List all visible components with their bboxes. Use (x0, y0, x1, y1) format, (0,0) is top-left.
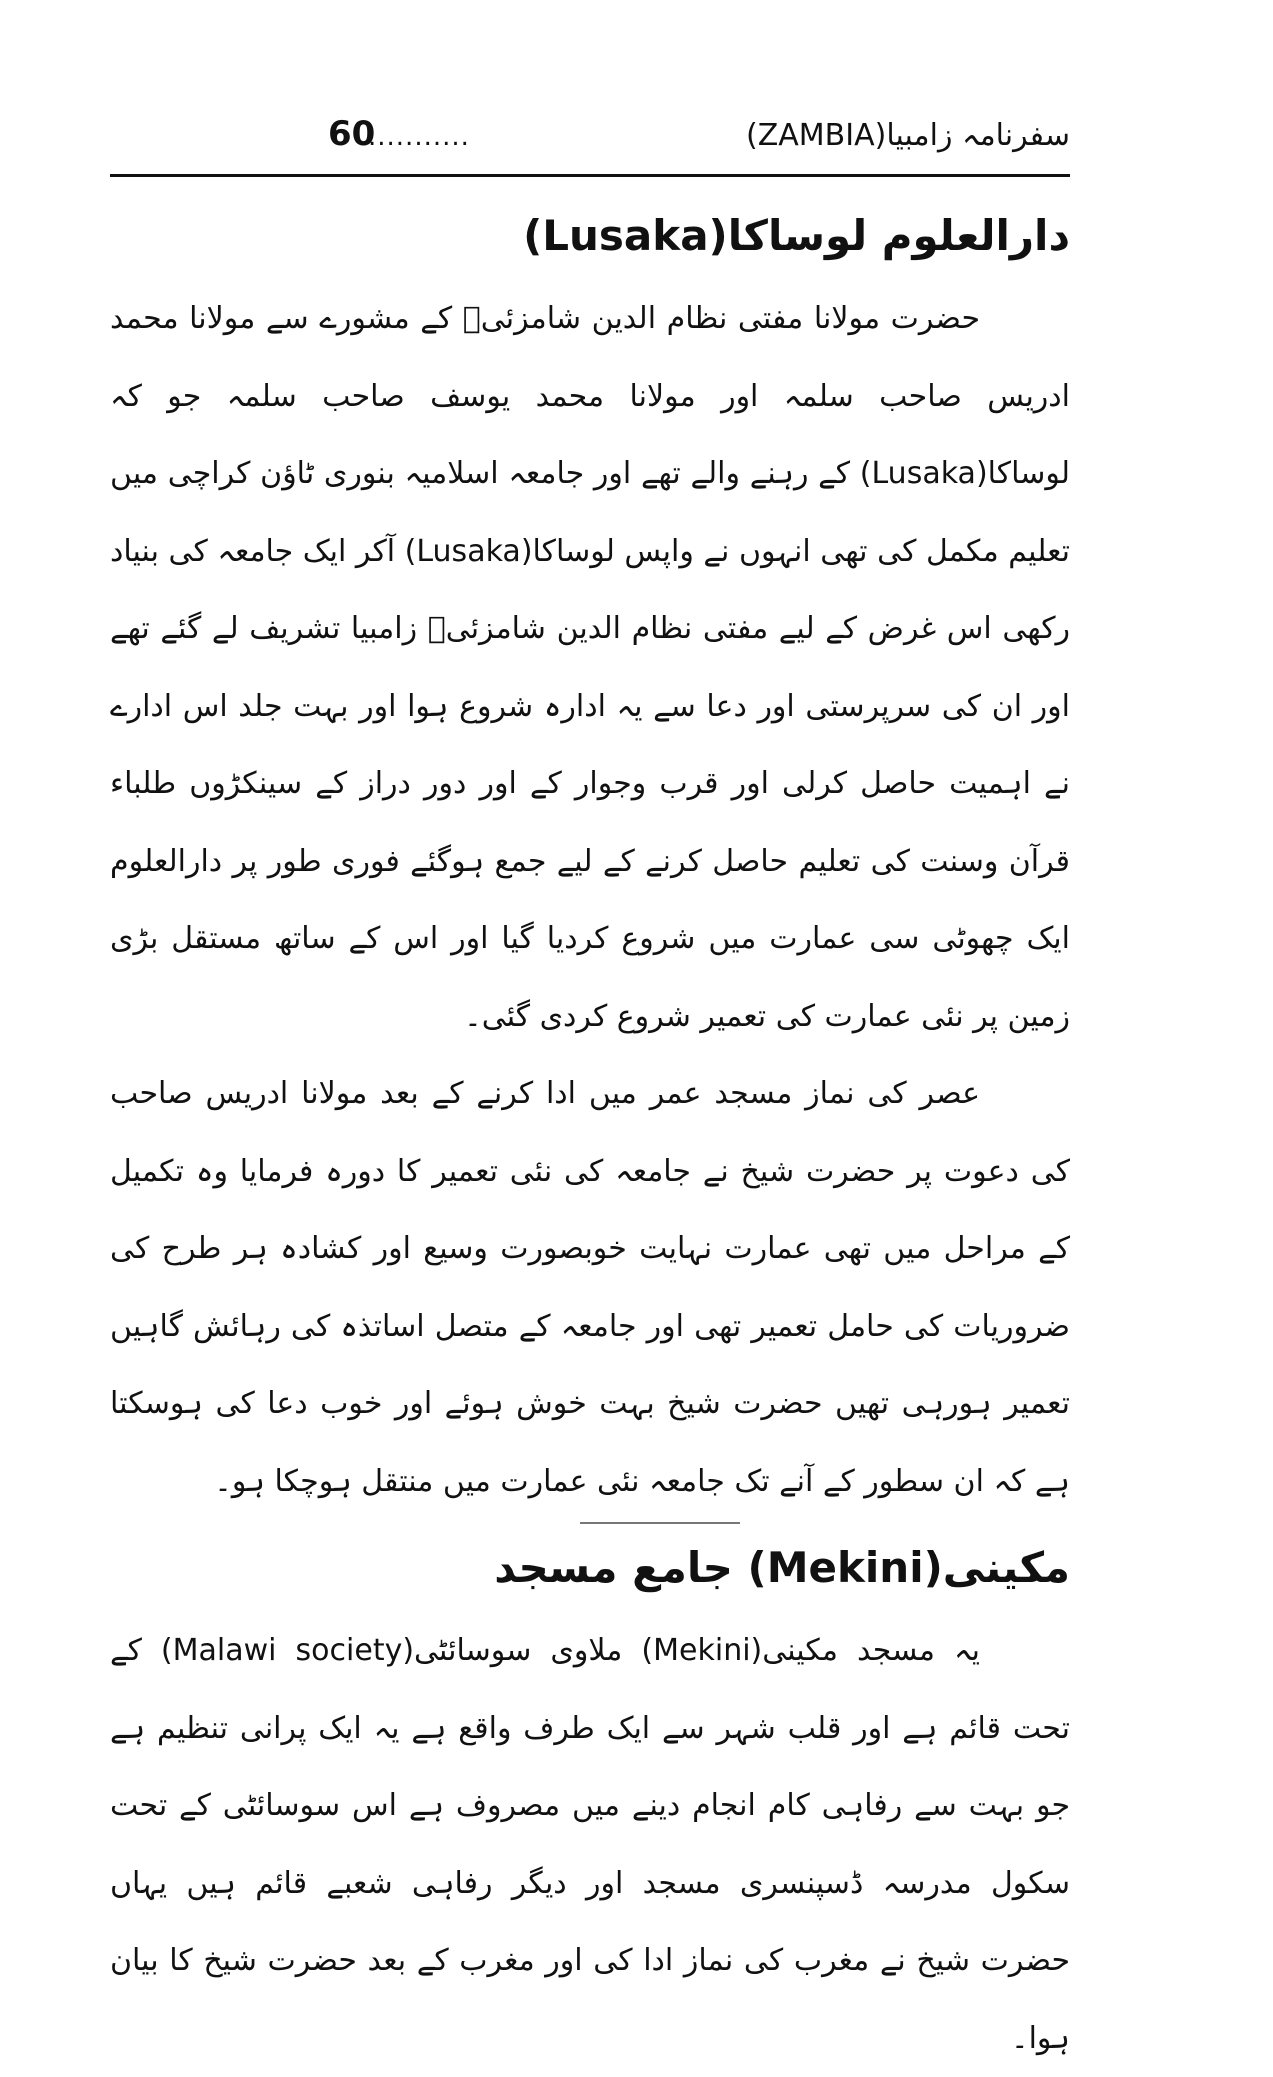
page-body (110, 192, 1070, 2077)
section-heading-mekini: مکینی(Mekini) جامع مسجد (494, 1543, 1070, 1592)
page-header (110, 112, 1070, 172)
header-divider (110, 174, 1070, 177)
page-number: 60 (328, 114, 376, 154)
paragraph: یہ مسجد مکینی(Mekini) ملاوی سوسائٹی(Malawi society) کے تحت قائم ہے اور قلب شہر سے ایک طرف واقع ہے یہ ایک پرانی تنظیم ہے جو بہت سے رفاہی کام انجام دینے میں مصروف ہے اس سوسائٹی کے تحت سکول مدرسہ ڈسپنسری مسجد اور دیگر رفاہی شعبے قائم ہیں یہاں حضرت شیخ نے مغرب کی نماز ادا کی اور مغرب کے بعد حضرت شیخ کا بیان ہوا۔ (110, 1633, 1070, 2056)
divider-dash (580, 1522, 740, 1524)
paragraph: حضرت مولانا مفتی نظام الدین شامزئیؒ کے مشورے سے مولانا محمد ادریس صاحب سلمہ اور مولانا محمد یوسف صاحب سلمہ جو کہ لوساکا(Lusaka) کے رہنے والے تھے اور جامعہ اسلامیہ بنوری ٹاؤن کراچی میں تعلیم مکمل کی تھی انہوں نے واپس لوساکا(Lusaka) آکر ایک جامعہ کی بنیاد رکھی اس غرض کے لیے مفتی نظام الدین شامزئیؒ زامبیا تشریف لے گئے تھے اور ان کی سرپرستی اور دعا سے یہ ادارہ شروع ہوا اور بہت جلد اس ادارے نے اہمیت حاصل کرلی اور قرب وجوار کے اور دور دراز کے سینکڑوں طلباء قرآن وسنت کی تعلیم حاصل کرنے کے لیے جمع ہوگئے فوری طور پر دارالعلوم ایک چھوٹی سی عمارت میں شروع کردیا گیا اور اس کے ساتھ مستقل بڑی زمین پر نئی عمارت کی تعمیر شروع کردی گئی۔ (110, 301, 1070, 1034)
section-heading-darululoom: دارالعلوم لوساکا(Lusaka) (523, 211, 1070, 260)
leader-dots: ........... (368, 122, 470, 152)
paragraph: عصر کی نماز مسجد عمر میں ادا کرنے کے بعد مولانا ادریس صاحب کی دعوت پر حضرت شیخ نے جامعہ کی نئی تعمیر کا دورہ فرمایا وہ تکمیل کے مراحل میں تھی عمارت نہایت خوبصورت وسیع اور کشادہ ہر طرح کی ضروریات کی حامل تعمیر تھی اور جامعہ کے متصل اساتذہ کی رہائش گاہیں تعمیر ہورہی تھیں حضرت شیخ بہت خوش ہوئے اور خوب دعا کی ہوسکتا ہے کہ ان سطور کے آنے تک جامعہ نئی عمارت میں منتقل ہوچکا ہو۔ (110, 1076, 1070, 1499)
book-title: سفرنامہ زامبیا(ZAMBIA) (745, 118, 1070, 153)
